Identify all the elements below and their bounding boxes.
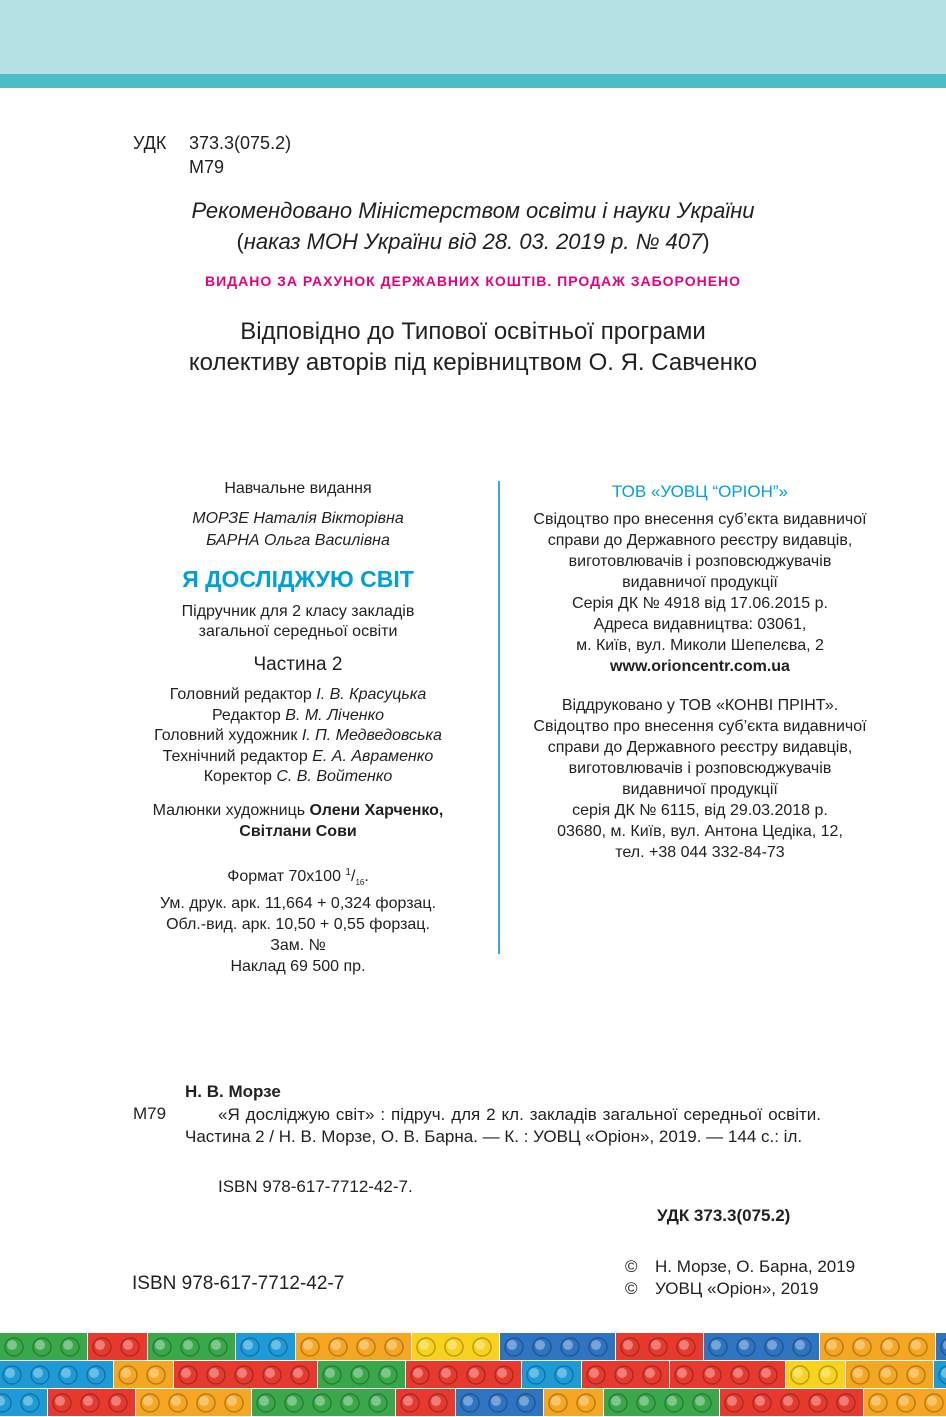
publisher-cert-line: видавничої продукції bbox=[622, 574, 778, 591]
bibliography-index: М79 bbox=[133, 1104, 167, 1123]
lego-stud-highlight bbox=[381, 1368, 391, 1378]
lego-stud-highlight bbox=[761, 1368, 771, 1378]
editor-row: Головний редактор І. В. Красуцька bbox=[169, 686, 427, 703]
lego-stud-highlight bbox=[23, 1396, 33, 1406]
lego-stud-highlight bbox=[853, 1368, 863, 1378]
lego-stud-highlight bbox=[83, 1396, 93, 1406]
printer-line: Свідоцтво про внесення суб’єкта видавничої bbox=[533, 718, 867, 735]
lego-stud-highlight bbox=[33, 1368, 43, 1378]
lego-stud-highlight bbox=[243, 1340, 253, 1350]
copyright-authors: © Н. Морзе, О. Барна, 2019 bbox=[625, 1257, 856, 1276]
lego-stud-highlight bbox=[143, 1396, 153, 1406]
lego-stud-highlight bbox=[371, 1396, 381, 1406]
lego-stud-highlight bbox=[563, 1340, 573, 1350]
lego-stud-highlight bbox=[535, 1340, 545, 1350]
lego-stud-highlight bbox=[551, 1396, 561, 1406]
bibliography-udk: УДК 373.3(075.2) bbox=[657, 1206, 791, 1225]
top-header-stripe bbox=[0, 74, 946, 88]
lego-stud-highlight bbox=[121, 1368, 131, 1378]
lego-stud-highlight bbox=[927, 1396, 937, 1406]
publisher-info bbox=[500, 481, 900, 863]
publishing-sheets: Обл.-вид. арк. 10,50 + 0,55 форзац. bbox=[166, 915, 430, 933]
lego-stud-highlight bbox=[343, 1396, 353, 1406]
printer-info bbox=[500, 695, 900, 863]
lego-stud-highlight bbox=[497, 1368, 507, 1378]
copyright-icon: © bbox=[625, 1257, 638, 1276]
lego-stud-highlight bbox=[469, 1368, 479, 1378]
lego-stud-highlight bbox=[529, 1368, 539, 1378]
lego-stud-highlight bbox=[651, 1340, 661, 1350]
circulation: Наклад 69 500 пр. bbox=[230, 957, 366, 975]
publisher-cert-line: Серія ДК № 4918 від 17.06.2015 р. bbox=[572, 595, 828, 612]
lego-stud-highlight bbox=[63, 1340, 73, 1350]
lego-stud-highlight bbox=[35, 1340, 45, 1350]
lego-stud-highlight bbox=[237, 1368, 247, 1378]
lego-stud-highlight bbox=[733, 1368, 743, 1378]
format: Формат 70х100 $^1/_{16}$. bbox=[227, 866, 369, 887]
lego-stud-highlight bbox=[739, 1340, 749, 1350]
udk-label: УДК bbox=[133, 133, 167, 153]
udk-code: 373.3(075.2) bbox=[189, 133, 292, 153]
lego-stud-highlight bbox=[589, 1368, 599, 1378]
publisher-website[interactable]: www.orioncentr.com.ua bbox=[610, 658, 790, 675]
copyright-publisher: © УОВЦ «Оріон», 2019 bbox=[625, 1279, 819, 1298]
lego-stud-highlight bbox=[679, 1340, 689, 1350]
lego-stud-highlight bbox=[227, 1396, 237, 1406]
lego-stud-highlight bbox=[149, 1368, 159, 1378]
bibliography-text: «Я досліджую світ» : підруч. для 2 кл. закладів загальної середньої освіти. Частина 2 / Н. В. Морзе, О. В. Барна. — К. : УОВЦ «Оріон», 2019. — 144 с.: іл. bbox=[185, 1105, 821, 1146]
lego-stud-highlight bbox=[89, 1368, 99, 1378]
editor-row: Технічний редактор Е. А. Авраменко bbox=[162, 747, 434, 765]
publisher-cert-line: справи до Державного реєстру видавців, bbox=[547, 532, 853, 549]
lego-stud-highlight bbox=[871, 1396, 881, 1406]
bibliography-isbn: ISBN 978-617-7712-42-7. bbox=[218, 1177, 413, 1196]
lego-brick-border bbox=[0, 1333, 946, 1417]
lego-stud-highlight bbox=[183, 1340, 193, 1350]
printer-line: 03680, м. Київ, вул. Антона Цедіка, 12, bbox=[557, 823, 843, 840]
lego-stud-highlight bbox=[287, 1396, 297, 1406]
program-statement bbox=[0, 316, 946, 378]
recommendation-line2: (наказ МОН України від 28. 03. 2019 р. № 407) bbox=[236, 229, 710, 254]
program-line1: Відповідно до Типової освітньої програми bbox=[240, 318, 706, 345]
lego-stud-highlight bbox=[209, 1368, 219, 1378]
printer-line: тел. +38 044 332-84-73 bbox=[615, 844, 785, 861]
lego-stud-highlight bbox=[767, 1340, 777, 1350]
lego-stud-highlight bbox=[793, 1368, 803, 1378]
publisher-name: ТОВ «УОВЦ “ОРІОН”» bbox=[611, 482, 789, 501]
illustrators: Малюнки художниць Олени Харченко, Світлани Сови bbox=[152, 801, 444, 840]
lego-stud-highlight bbox=[413, 1368, 423, 1378]
lego-stud-highlight bbox=[303, 1340, 313, 1350]
printer-line: Віддруковано у ТОВ «КОНВІ ПРІНТ». bbox=[561, 697, 839, 714]
lego-stud-highlight bbox=[259, 1396, 269, 1406]
recommendation-line1: Рекомендовано Міністерством освіти і науки України bbox=[191, 198, 755, 223]
printer-line: справи до Державного реєстру видавців, bbox=[547, 739, 853, 756]
lego-stud-highlight bbox=[353, 1368, 363, 1378]
lego-stud-highlight bbox=[883, 1340, 893, 1350]
publisher-cert-line: м. Київ, вул. Миколи Шепелєва, 2 bbox=[576, 637, 824, 654]
lego-stud-highlight bbox=[387, 1340, 397, 1350]
lego-stud-highlight bbox=[419, 1340, 429, 1350]
lego-stud-highlight bbox=[447, 1340, 457, 1350]
recommendation bbox=[0, 195, 946, 257]
order-number: Зам. № bbox=[270, 936, 326, 954]
program-line2: колективу авторів під керівництвом О. Я. Савченко bbox=[188, 349, 758, 376]
copyright-icon: © bbox=[625, 1279, 638, 1298]
lego-stud-highlight bbox=[557, 1368, 567, 1378]
lego-stud-highlight bbox=[909, 1368, 919, 1378]
publisher-cert-line: виготовлювачів і розповсюджувачів bbox=[568, 553, 832, 570]
lego-stud-highlight bbox=[695, 1396, 705, 1406]
lego-stud-highlight bbox=[491, 1396, 501, 1406]
lego-stud-highlight bbox=[325, 1368, 335, 1378]
lego-stud-highlight bbox=[7, 1340, 17, 1350]
lego-stud-highlight bbox=[591, 1340, 601, 1350]
lego-stud-highlight bbox=[271, 1340, 281, 1350]
lego-stud-highlight bbox=[839, 1396, 849, 1406]
lego-stud-highlight bbox=[827, 1340, 837, 1350]
editors-list bbox=[100, 685, 496, 788]
lego-stud-highlight bbox=[755, 1396, 765, 1406]
lego-stud-highlight bbox=[61, 1368, 71, 1378]
lego-stud-highlight bbox=[95, 1340, 105, 1350]
lego-stud-highlight bbox=[359, 1340, 369, 1350]
lego-stud-highlight bbox=[171, 1396, 181, 1406]
lego-stud-highlight bbox=[265, 1368, 275, 1378]
lego-stud-highlight bbox=[315, 1396, 325, 1406]
isbn: ISBN 978-617-7712-42-7 bbox=[132, 1273, 345, 1294]
bibliography-author: Н. В. Морзе bbox=[185, 1082, 281, 1101]
lego-stud-highlight bbox=[463, 1396, 473, 1406]
lego-stud-highlight bbox=[199, 1396, 209, 1406]
editor-row: Головний художник І. П. Медведовська bbox=[154, 727, 442, 744]
copyright bbox=[625, 1256, 855, 1300]
book-title: Я ДОСЛІДЖУЮ СВІТ bbox=[182, 566, 414, 592]
printer-line: серія ДК № 6115, від 29.03.2018 р. bbox=[572, 802, 828, 819]
lego-stud-highlight bbox=[881, 1368, 891, 1378]
lego-stud-highlight bbox=[811, 1396, 821, 1406]
printer-line: виготовлювачів і розповсюджувачів bbox=[568, 760, 832, 777]
editor-row: Редактор В. М. Ліченко bbox=[211, 706, 385, 724]
publisher-cert-line: Адреса видавництва: 03061, bbox=[593, 616, 807, 633]
lego-stud-highlight bbox=[293, 1368, 303, 1378]
lego-stud-highlight bbox=[181, 1368, 191, 1378]
book-part: Частина 2 bbox=[253, 654, 343, 675]
lego-stud-highlight bbox=[55, 1396, 65, 1406]
lego-stud-highlight bbox=[821, 1368, 831, 1378]
lego-stud-highlight bbox=[611, 1396, 621, 1406]
author-index: М79 bbox=[189, 157, 225, 177]
lego-stud-highlight bbox=[705, 1368, 715, 1378]
lego-stud-highlight bbox=[677, 1368, 687, 1378]
lego-stud-highlight bbox=[639, 1396, 649, 1406]
book-subtitle: Підручник для 2 класу закладів загальної середньої освіти bbox=[181, 603, 415, 640]
free-distribution-notice: ВИДАНО ЗА РАХУНОК ДЕРЖАВНИХ КОШТІВ. ПРОДАЖ ЗАБОРОНЕНО bbox=[204, 273, 742, 289]
author-1: МОРЗЕ Наталія Вікторівна bbox=[192, 510, 404, 527]
lego-stud-highlight bbox=[711, 1340, 721, 1350]
top-header-band bbox=[0, 0, 946, 74]
lego-stud-highlight bbox=[579, 1396, 589, 1406]
print-sheets: Ум. друк. арк. 11,664 + 0,324 форзац. bbox=[159, 894, 437, 912]
author-2: БАРНА Ольга Василівна bbox=[206, 532, 390, 549]
lego-stud-highlight bbox=[475, 1340, 485, 1350]
lego-stud-highlight bbox=[855, 1340, 865, 1350]
print-specs bbox=[100, 862, 496, 977]
lego-stud-highlight bbox=[155, 1340, 165, 1350]
lego-stud-highlight bbox=[331, 1340, 341, 1350]
lego-stud-highlight bbox=[667, 1396, 677, 1406]
editor-row: Коректор С. В. Войтенко bbox=[203, 768, 393, 785]
lego-stud-highlight bbox=[911, 1340, 921, 1350]
lego-stud-highlight bbox=[623, 1340, 633, 1350]
lego-stud-highlight bbox=[727, 1396, 737, 1406]
edition-info bbox=[100, 478, 496, 977]
lego-stud-highlight bbox=[403, 1396, 413, 1406]
publisher-cert-line: Свідоцтво про внесення суб’єкта видавничої bbox=[533, 511, 867, 528]
lego-stud-highlight bbox=[617, 1368, 627, 1378]
lego-stud-highlight bbox=[123, 1340, 133, 1350]
lego-stud-highlight bbox=[899, 1396, 909, 1406]
lego-stud-highlight bbox=[645, 1368, 655, 1378]
lego-stud-highlight bbox=[441, 1368, 451, 1378]
lego-stud-highlight bbox=[783, 1396, 793, 1406]
printer-line: видавничої продукції bbox=[622, 781, 778, 798]
lego-stud-highlight bbox=[211, 1340, 221, 1350]
lego-stud-highlight bbox=[519, 1396, 529, 1406]
lego-stud-highlight bbox=[5, 1368, 15, 1378]
lego-stud-highlight bbox=[111, 1396, 121, 1406]
lego-stud-highlight bbox=[431, 1396, 441, 1406]
lego-stud-highlight bbox=[507, 1340, 517, 1350]
edition-type: Навчальне видання bbox=[224, 480, 372, 497]
lego-stud-highlight bbox=[795, 1340, 805, 1350]
